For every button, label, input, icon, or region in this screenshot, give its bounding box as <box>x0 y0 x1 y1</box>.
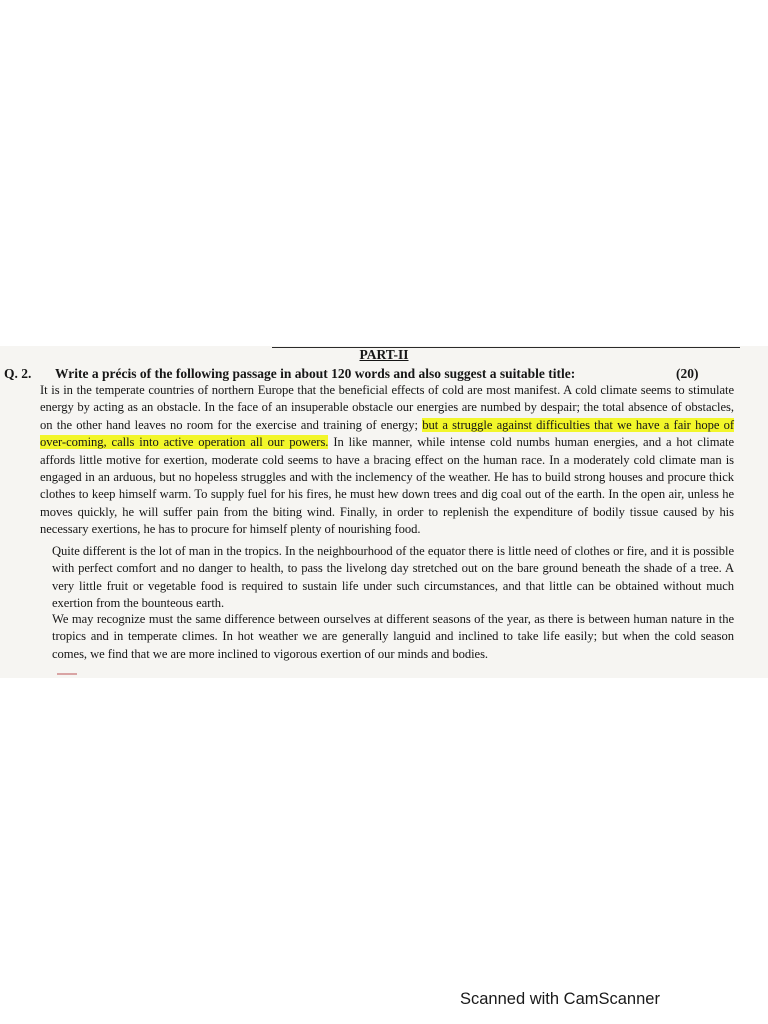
question-number: Q. 2. <box>4 366 32 381</box>
passage-paragraph-3: We may recognize must the same difference between ourselves at different seasons of the year, as there is between human nature in the tropics and in temperate climes. In hot weather we are generally languid and inclined to take life easily; but when the cold season comes, we find that we are more inclined to vigorous exertion of our minds and bodies. <box>52 612 734 661</box>
camscanner-watermark: Scanned with CamScanner <box>460 990 660 1008</box>
part-title: PART-II <box>359 347 409 362</box>
question-prompt: Write a précis of the following passage in about 120 words and also suggest a suitable title: <box>55 366 576 381</box>
paragraph-1-text-start: It is in the temperate countries of northern Europe that the beneficial effects of cold are most manifest. A cold climate seems to stimulate energy by acting as an obstacle. In the face of an insuperable obstacle our energies are numbed by despair; the total absence of obstacles, on the other hand leaves no room for the exercise and training of energy; <box>40 383 734 432</box>
passage-paragraph-2: Quite different is the lot of man in the tropics. In the neighbourhood of the equator there is little need of clothes or fire, and it is possible with perfect comfort and no danger to health, to pass the livelong day stretched out on the bare ground beneath the shade of a tree. A very little fruit or vegetable food is required to sustain life under such circumstances, and that little can be obtained without much exertion from the bounteous earth. <box>52 544 734 611</box>
pen-mark <box>57 673 77 675</box>
question-marks: (20) <box>676 366 699 381</box>
highlighted-sentence: but a struggle against difficulties that we have a fair hope of over-coming, calls into active operation all our powers. <box>40 417 734 450</box>
passage-paragraph-1 <box>40 382 734 539</box>
paragraph-1-text-end: In like manner, while intense cold numbs human energies, and a hot climate affords little motive for exertion, moderate cold seems to have a bracing effect on the human race. In a moderately cold climate man is engaged in an arduous, but no hopeless struggles and with the inclemency of the weather. He has to build strong houses and procure thick clothes to keep himself warm. To supply fuel for his fires, he must hew down trees and dig coal out of the earth. In the open air, unless he moves quickly, he will suffer pain from the biting wind. Finally, in order to replenish the expenditure of bodily tissue caused by his necessary exertions, he has to procure for himself plenty of nourishing food. <box>40 435 735 537</box>
